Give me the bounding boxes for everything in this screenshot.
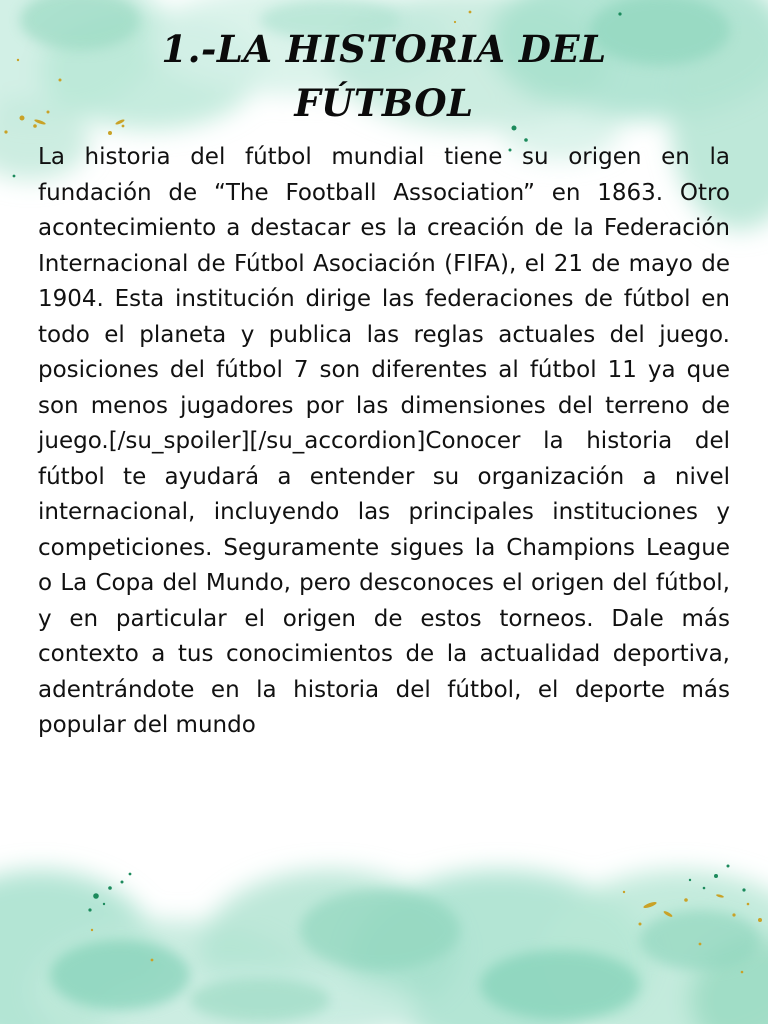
body-paragraph: La historia del fútbol mundial tiene su origen en la fundación de “The Football Association” en 1863. Otro acontecimiento a destacar es la creación de la Federación Internacional de Fútbol Asociación (FIFA), el 21 de mayo de 1904. Esta institución dirige las federaciones de fútbol en todo el planeta y publica las reglas actuales del juego. posiciones del fútbol 7 son diferentes al fútbol 11 ya que son menos jugadores por las dimensiones del terreno de juego.[/su_spoiler][/su_accordion]Conocer la historia del fútbol te ayudará a entender su organización a nivel internacional, incluyendo las principales instituciones y competiciones. Seguramente sigues la Champions League o La Copa del Mundo, pero desconoces el origen del fútbol, y en particular el origen de estos torneos. Dale más contexto a tus conocimientos de la actualidad deportiva, adentrándote en la historia del fútbol, el deporte más popular del mundo: [38, 144, 730, 738]
title-line-2: FÚTBOL: [294, 81, 474, 125]
title-line-1: 1.-LA HISTORIA DEL: [161, 27, 607, 71]
page-title: [84, 22, 684, 130]
